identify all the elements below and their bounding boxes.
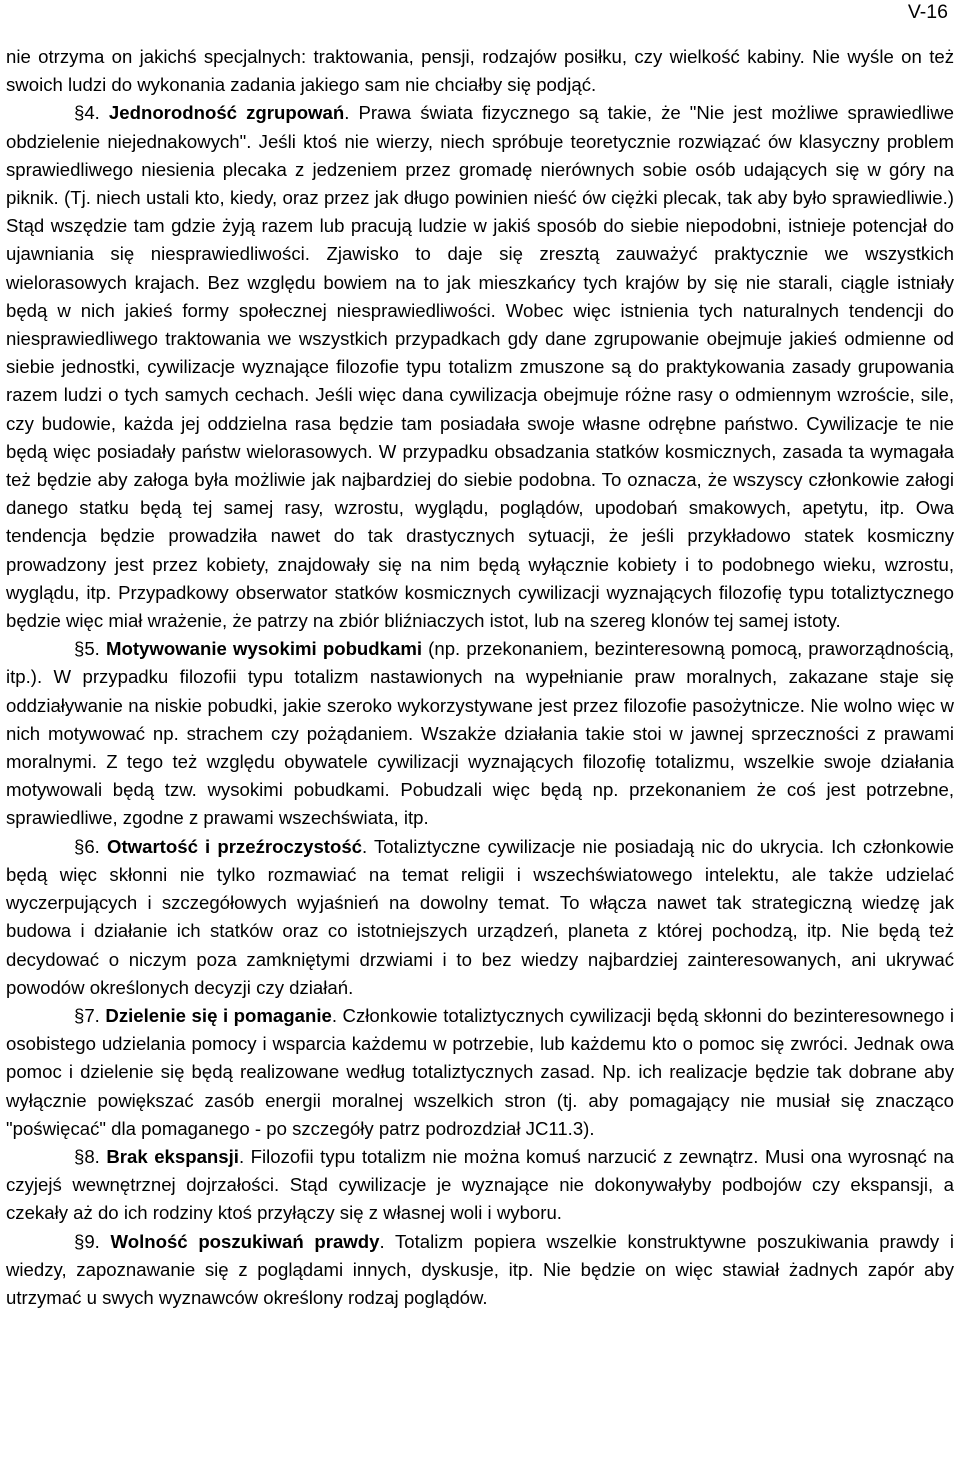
paragraph-section-6 [6, 833, 954, 1002]
paragraph-section-4 [6, 99, 954, 635]
paragraph-text: . Totalizm popiera wszelkie konstruktywne poszukiwania prawdy i wiedzy, zapoznawanie się z poglądami innych, dyskusje, itp. Nie będzie on więc stawiał żadnych zapór aby utrzymać u swych wyznawców określony rodzaj poglądów. [6, 1230, 954, 1308]
section-heading: Brak ekspansji [106, 1145, 239, 1167]
paragraph-text: . Członkowie totaliztycznych cywilizacji będą skłonni do bezinteresownego i osobistego udzielania pomocy i wsparcia każdemu w potrzebie, lub każdemu kto o pomoc się zwróci. Jednak owa pomoc i dzielenie się będą realizowane według totaliztycznych zasad. Np. ich realizacje będzie tak dobrane aby wyłącznie powiększać zasób energii moralnej wszelkich stron (tj. aby pomagający nie musiał się znacząco "poświęcać" dla pomaganego - po szczegóły patrz podrozdział JC11.3). [6, 1004, 954, 1139]
paragraph-text: . Totaliztyczne cywilizacje nie posiadają nic do ukrycia. Ich członkowie będą więc skłonni nie tylko rozmawiać na temat religii i wszechświatowego intelektu, ale także udzielać wyczerpujących i szczegółowych wyjaśnień na dowolny temat. To włącza nawet tak strategiczną wiedzę jak budowa i działanie ich statków oraz co istotniejszych urządzeń, planeta z której pochodzą, itp. Nie będą też decydować o niczym poza zamkniętymi drzwiami i to bez wiedzy najbardziej zainteresowanych, ani ukrywać powodów określonych decyzji czy działań. [6, 835, 955, 998]
section-number: §8. [74, 1145, 107, 1167]
paragraph-continuation [6, 43, 954, 99]
paragraph-section-5 [6, 635, 954, 832]
paragraph-section-8 [6, 1143, 954, 1228]
section-number: §9. [74, 1230, 111, 1252]
section-number: §7. [74, 1004, 106, 1026]
section-heading: Wolność poszukiwań prawdy [110, 1230, 380, 1252]
document-body [6, 43, 954, 1312]
page-number: V-16 [907, 1, 948, 23]
paragraph-text: nie otrzyma on jakichś specjalnych: traktowania, pensji, rodzajów posiłku, czy wielkość kabiny. Nie wyśle on też swoich ludzi do wykonania zadania jakiego sam nie chciałby się podjąć. [6, 46, 954, 96]
section-heading: Otwartość i przeźroczystość [106, 835, 363, 857]
section-heading: Dzielenie się i pomaganie [105, 1004, 332, 1026]
paragraph-text: . Prawa świata fizycznego są takie, że "Nie jest możliwe sprawiedliwe obdzielenie niejednakowych". Jeśli ktoś nie wierzy, niech spróbuje teoretycznie rozwiązać ów klasyczny problem sprawiedliwego niesienia plecaka z jedzeniem przez gromadę nierównych sobie osób udających się w góry na piknik. (Tj. niech ustali kto, kiedy, oraz przez jak długo powinien nieść ów ciężki plecak, tak aby było sprawiedliwie.) Stąd wszędzie tam gdzie żyją razem lub pracują ludzie w jakiś sposób do siebie niepodobni, istnieje potencjał do ujawniania się niesprawiedliwości. Zjawisko to daje się zresztą zauważyć praktycznie we wszystkich wielorasowych krajach. Bez względu bowiem na to jak mieszkańcy tych krajów by się nie starali, ciągle istniały będą w nich jakieś formy społecznej niesprawiedliwości. Wobec więc istnienia tych naturalnych tendencji do niesprawiedliwego traktowania we wszystkich przypadkach gdy dane zgrupowanie obejmuje jakieś odmienne od siebie jednostki, cywilizacje wyznające filozofie typu totalizm zmuszone są do praktykowania zasady grupowania razem ludzi o tych samych cechach. Jeśli więc dana cywilizacja obejmuje różne rasy o odmiennym wzroście, sile, czy budowie, każda jej oddzielna rasa będzie tam posiadała swoje własne odrębne państwo. Cywilizacje te nie będą więc posiadały państw wielorasowych. W przypadku obsadzania statków kosmicznych, zasada ta wymagała też będzie aby załoga była możliwie jak najbardziej do siebie podobna. To oznacza, że wszyscy członkowie załogi danego statku będą tej samej rasy, wzrostu, wyglądu, poglądów, upodobań smakowych, apetytu, itp. Owa tendencja będzie prowadziła nawet do tak drastycznych sytuacji, że jeśli przykładowo statek kosmiczny prowadzony jest przez kobiety, znajdowały się na nim będą wyłącznie kobiety i to podobnego wieku, wzrostu, wyglądu, itp. Przypadkowy obserwator statków kosmicznych cywilizacji wyznających filozofię typu totaliztycznego będzie więc miał wrażenie, że patrzy na zbiór bliźniaczych istot, lub na szereg klonów tej samej istoty. [6, 102, 954, 632]
paragraph-text: (np. przekonaniem, bezinteresowną pomocą, praworządnością, itp.). W przypadku filozofii typu totalizm nastawionych na wypełnianie praw moralnych, zakazane staje się oddziaływanie na niskie pobudki, jakie szeroko wykorzystywane jest przez filozofie pasożytnicze. Nie wolno więc w nich motywować np. strachem czy pożądaniem. Wszakże działania takie stoi w jawnej sprzeczności z prawami moralnymi. Z tego też względu obywatele cywilizacji wyznających filozofię totalizmu, wszelkie swoje działania motywowali będą tzw. wysokimi pobudkami. Pobudzali więc będą np. przekonaniem że coś jest potrzebne, sprawiedliwe, zgodne z prawami wszechświata, itp. [6, 638, 955, 829]
paragraph-section-9 [6, 1228, 954, 1313]
section-number: §6. [74, 835, 107, 857]
section-heading: Motywowanie wysokimi pobudkami [106, 638, 423, 660]
paragraph-section-7 [6, 1002, 954, 1143]
section-number: §4. [74, 102, 109, 124]
section-heading: Jednorodność zgrupowań [108, 102, 345, 124]
paragraph-text: . Filozofii typu totalizm nie można komuś narzucić z zewnątrz. Musi ona wyrosnąć na czyjejś wewnętrznej dojrzałości. Stąd cywilizacje je wyznające nie dokonywałyby podbojów czy ekspansji, a czekały aż do ich rodziny ktoś przyłączy się z własnej woli i wyboru. [6, 1145, 954, 1224]
section-number: §5. [74, 638, 106, 660]
